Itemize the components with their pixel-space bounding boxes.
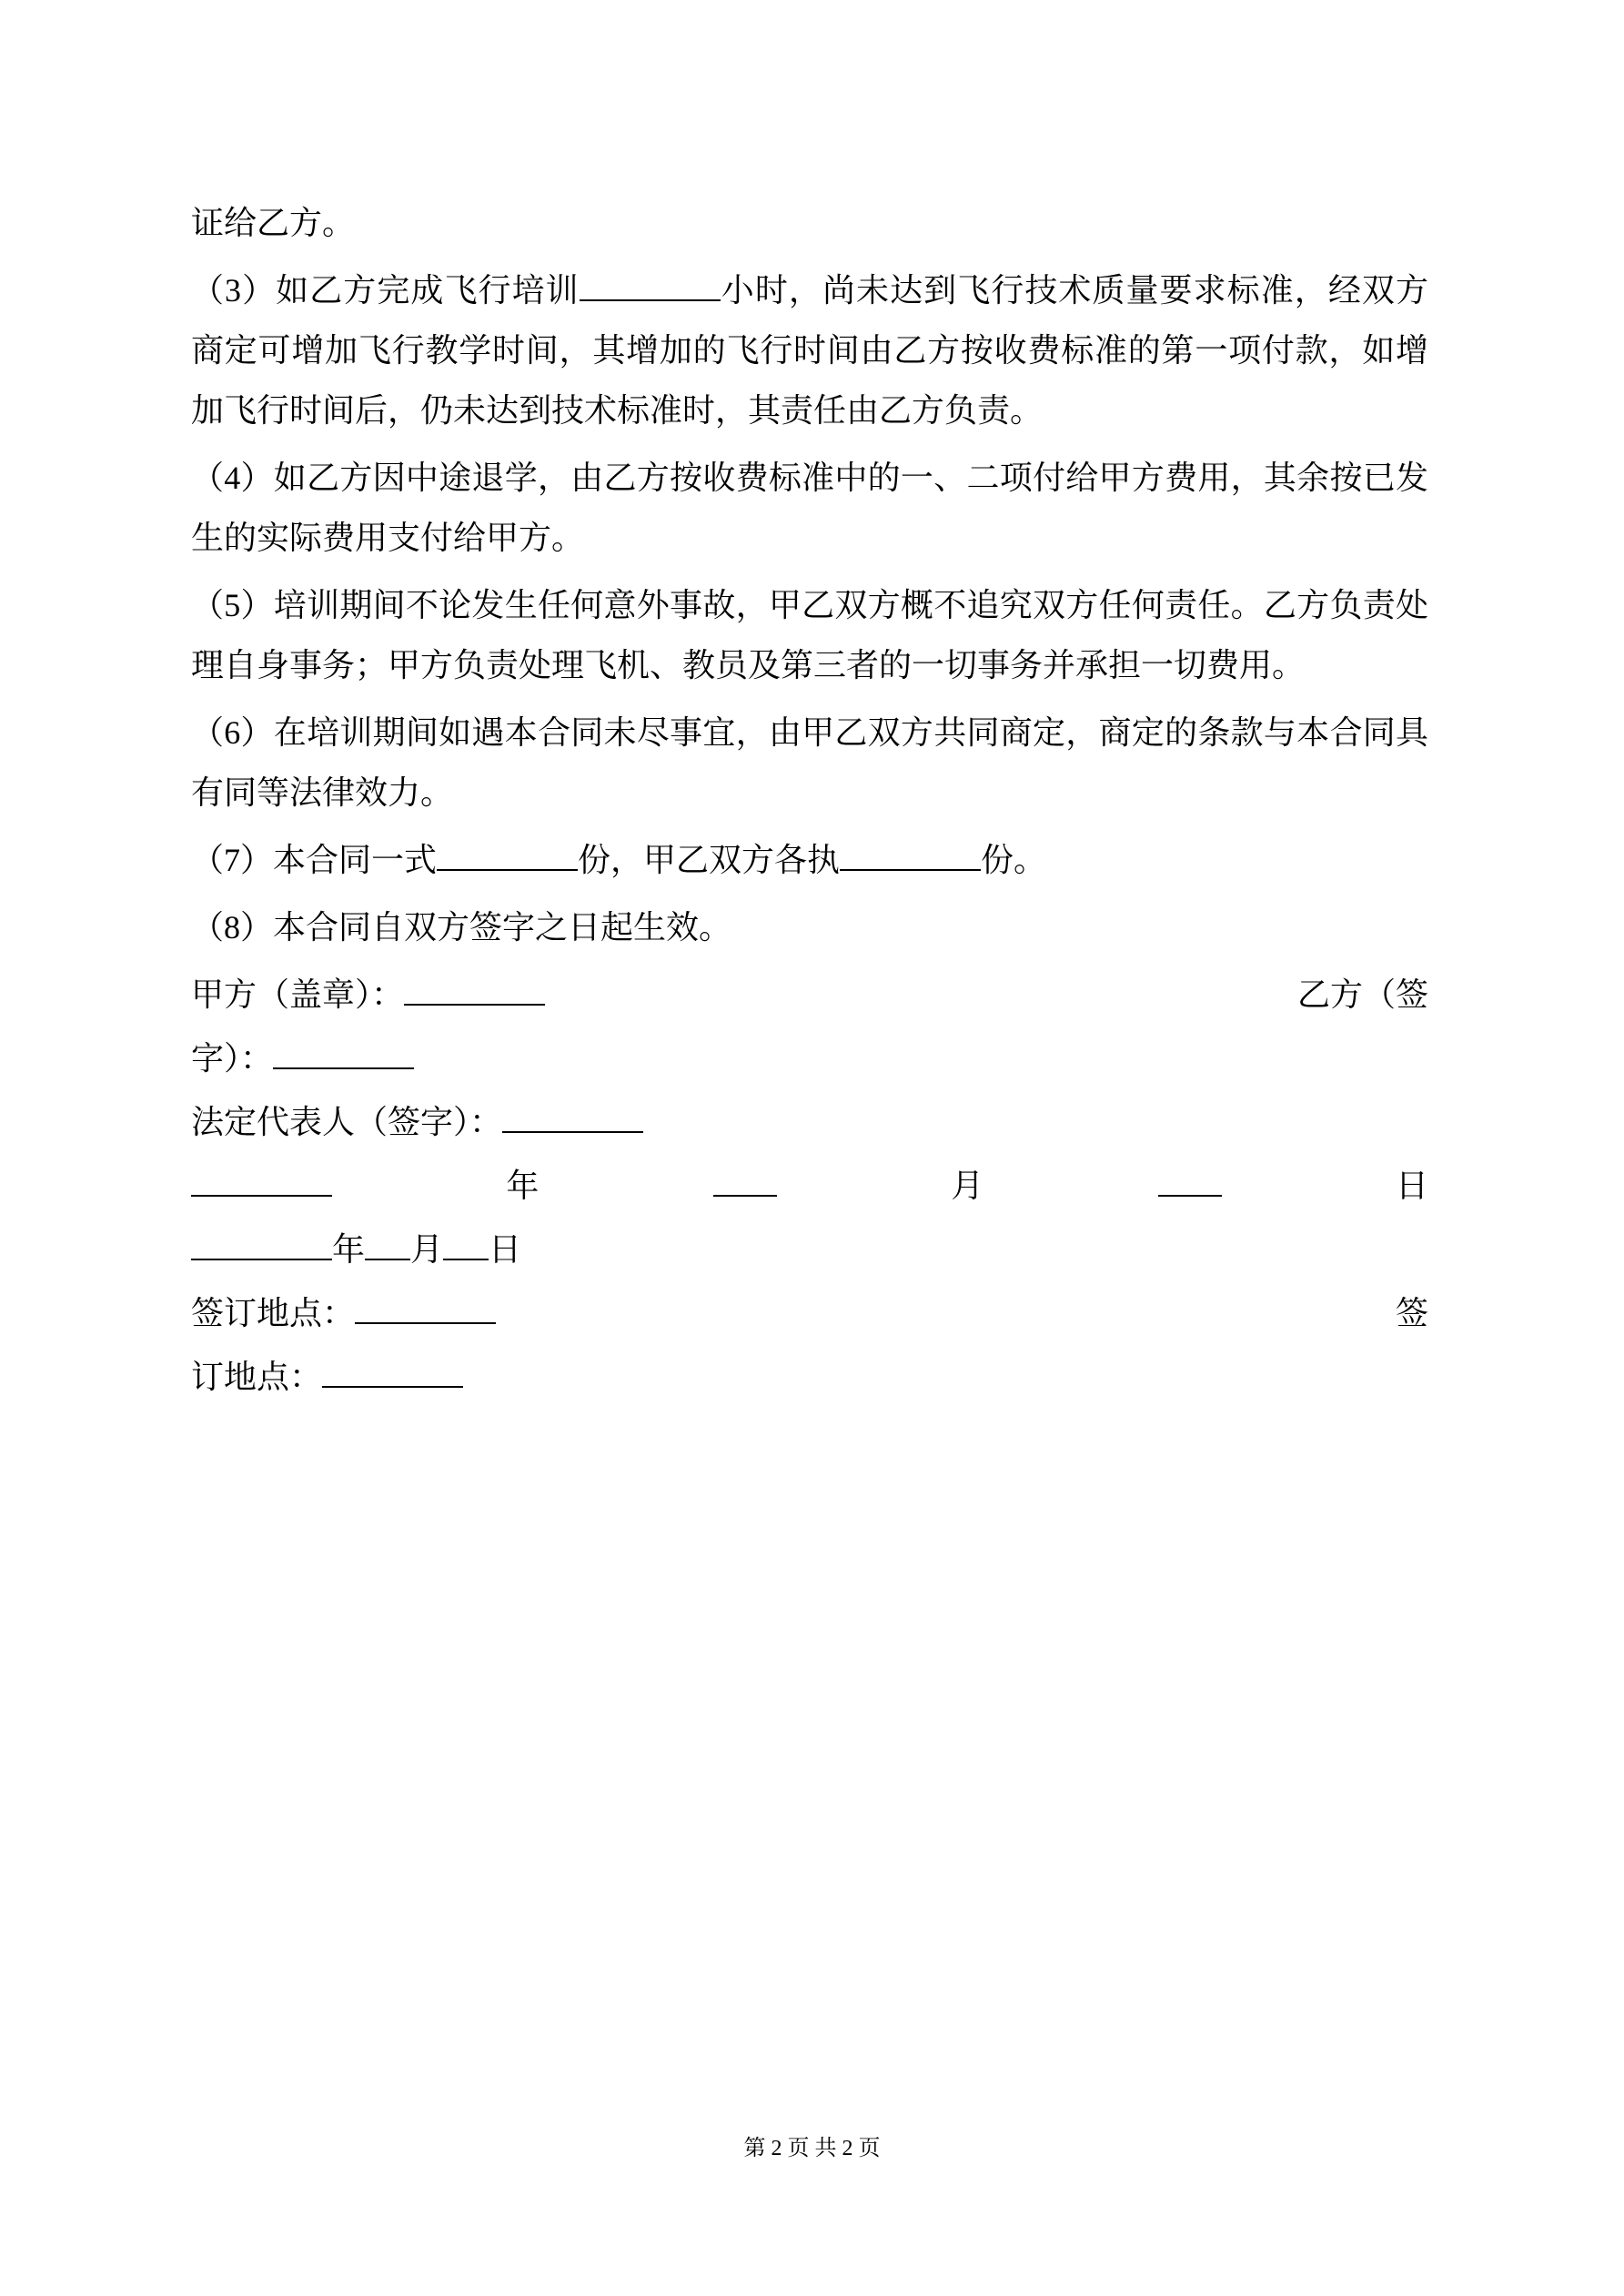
clause-7-text-pre: （7）本合同一式 [191,842,438,878]
clause-3-text-post: 小时，尚未达到飞行技术质量要求标准，经双方商定可增加飞行教学时间，其增加的飞行时间由乙方按收费标准的第一项付款，如增加飞行时间后，仍未达到技术标准时，其责任由乙方负责。 [191,272,1428,429]
legal-rep-row [191,1092,1428,1152]
clause-6-text: （6）在培训期间如遇本合同未尽事宜，由甲乙双方共同商定，商定的条款与本合同具有同等法律效力。 [191,714,1428,811]
sign-place-wrap-end: 订地点： [191,1359,323,1395]
clause-5-text: （5）培训期间不论发生任何意外事故，甲乙双方概不追究双方任何责任。乙方负责处理自身事务；甲方负责处理飞机、教员及第三者的一切事务并承担一切费用。 [191,587,1428,683]
blank-date-a-day [1158,1168,1222,1197]
blank-date-b-month [365,1231,410,1260]
blank-sign-place-b [322,1359,463,1388]
clause-4 [191,448,1428,568]
party-b-wrap-start: 乙方（签 [1296,976,1428,1013]
clause-8 [191,897,1428,957]
page-indicator: 第 2 页 共 2 页 [743,2137,881,2160]
day-label-a: 日 [1395,1168,1428,1204]
blank-legal-rep-sign [502,1104,643,1133]
legal-rep-label: 法定代表人（签字）： [191,1104,503,1140]
clause-8-text: （8）本合同自双方签字之日起生效。 [191,909,732,946]
clause-7-text-mid: 份，甲乙双方各执 [578,842,841,878]
sign-place-wrap-row [191,1347,1428,1407]
party-a-group [191,965,545,1025]
blank-party-a-seal [404,976,545,1006]
sign-place-row [191,1283,1428,1343]
blank-copies-total [437,842,578,871]
blank-date-b-year [191,1231,332,1260]
blank-training-hours [580,272,721,301]
clause-4-text: （4）如乙方因中途退学，由乙方按收费标准中的一、二项付给甲方费用，其余按已发生的实际费用支付给甲方。 [191,460,1428,556]
paragraph-continuation [191,193,1428,253]
blank-date-a-year [191,1168,332,1197]
blank-copies-each [840,842,981,871]
clause-7-text-post: 份。 [981,842,1047,878]
blank-date-b-day [443,1231,489,1260]
clause-7 [191,830,1428,890]
page-footer [0,2136,1624,2161]
clause-3 [191,260,1428,440]
clause-3-text-pre: （3）如乙方完成飞行培训 [191,272,580,308]
blank-date-a-month [713,1168,777,1197]
party-a-label: 甲方（盖章）： [191,976,405,1013]
month-label-a: 月 [951,1168,984,1204]
date-row-justified [191,1156,1428,1216]
sign-place-label: 签订地点： [191,1295,356,1331]
continuation-text: 证给乙方。 [191,205,356,241]
party-b-wrap-row [191,1028,1428,1088]
day-label-b: 日 [489,1231,522,1268]
clause-6 [191,703,1428,823]
month-label-b: 月 [410,1231,444,1268]
year-label-b: 年 [332,1231,366,1268]
year-label-a: 年 [506,1168,540,1204]
party-b-wrap-end: 字）： [191,1040,274,1077]
sign-place-wrap-start: 签 [1395,1295,1428,1331]
blank-party-b-sign [273,1040,414,1069]
clause-5 [191,575,1428,695]
date-row-compact [191,1219,1428,1279]
blank-sign-place-a [355,1295,496,1324]
sign-place-a-group [191,1283,496,1343]
party-signature-row [191,965,1428,1025]
